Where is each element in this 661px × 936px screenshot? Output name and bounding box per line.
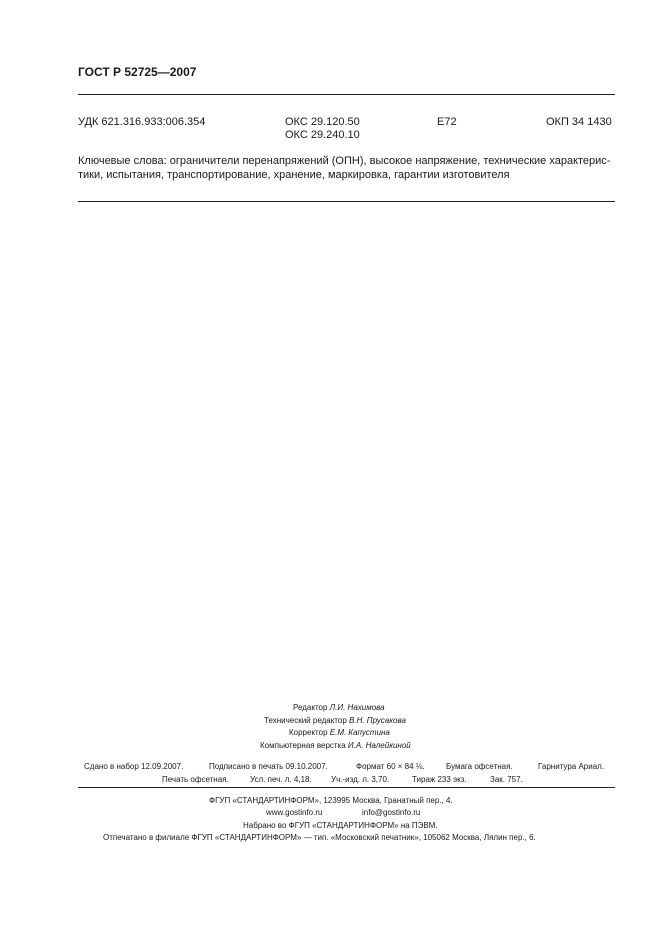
pub-signed: Подписано в печать 09.10.2007. — [209, 762, 328, 771]
top-divider — [78, 94, 615, 95]
credit-layout — [260, 740, 411, 753]
credit-role: Технический редактор — [264, 715, 347, 725]
imprint-typeset: Набрано во ФГУП «СТАНДАРТИНФОРМ» на ПЭВМ. — [243, 820, 438, 830]
imprint-website: www.gostinfo.ru — [266, 808, 323, 818]
standard-number: ГОСТ Р 52725—2007 — [78, 65, 197, 79]
oks-code-1: ОКС 29.120.50 — [285, 116, 360, 128]
pub-copies: Тираж 233 экз. — [412, 775, 467, 784]
credit-name: Е.М. Капустина — [329, 728, 390, 737]
pub-edition-sheets: Уч.-изд. л. 3,70. — [331, 775, 390, 784]
pub-paper: Бумага офсетная. — [446, 762, 513, 771]
credit-tech-editor — [264, 715, 406, 728]
credit-name: Л.И. Нахимова — [329, 703, 385, 712]
group-code: Е72 — [437, 116, 457, 128]
credit-role: Компьютерная верстка — [260, 740, 346, 750]
credit-role: Редактор — [293, 703, 328, 712]
keywords — [78, 154, 618, 182]
credit-editor — [293, 702, 385, 715]
imprint-email: info@gostinfo.ru — [362, 808, 421, 818]
pub-sheets: Усл. печ. л. 4,18. — [250, 775, 312, 784]
credit-role: Корректор — [289, 728, 328, 737]
credit-name: В.Н. Прусакова — [349, 715, 406, 725]
pub-font: Гарнитура Ариал. — [538, 762, 605, 771]
imprint-org: ФГУП «СТАНДАРТИНФОРМ», 123995 Москва, Гранатный пер., 4. — [209, 796, 453, 805]
pub-submitted: Сдано в набор 12.09.2007. — [84, 762, 184, 771]
pub-format: Формат 60 × 84 ⅛. — [356, 762, 425, 771]
keywords-line-1: Ключевые слова: ограничители перенапряжений (ОПН), высокое напряжение, технические характерис- — [78, 155, 611, 167]
pub-order: Зак. 757. — [490, 775, 523, 784]
keywords-line-2: тики, испытания, транспортирование, хранение, маркировка, гарантии изготовителя — [78, 169, 510, 181]
credit-name: И.А. Налейкиной — [347, 740, 411, 750]
pub-print: Печать офсетная. — [162, 775, 229, 784]
udk-code: УДК 621.316.933:006.354 — [78, 116, 206, 128]
imprint-divider — [78, 787, 615, 788]
imprint-printed: Отпечатано в филиале ФГУП «СТАНДАРТИНФОРМ» — тип. «Московский печатник», 105062 Москва, Лялин пер., 6. — [103, 832, 536, 842]
credit-proofreader — [289, 727, 390, 740]
keywords-divider — [78, 201, 615, 202]
oks-code-2: ОКС 29.240.10 — [285, 129, 360, 141]
okp-code: ОКП 34 1430 — [546, 116, 612, 128]
